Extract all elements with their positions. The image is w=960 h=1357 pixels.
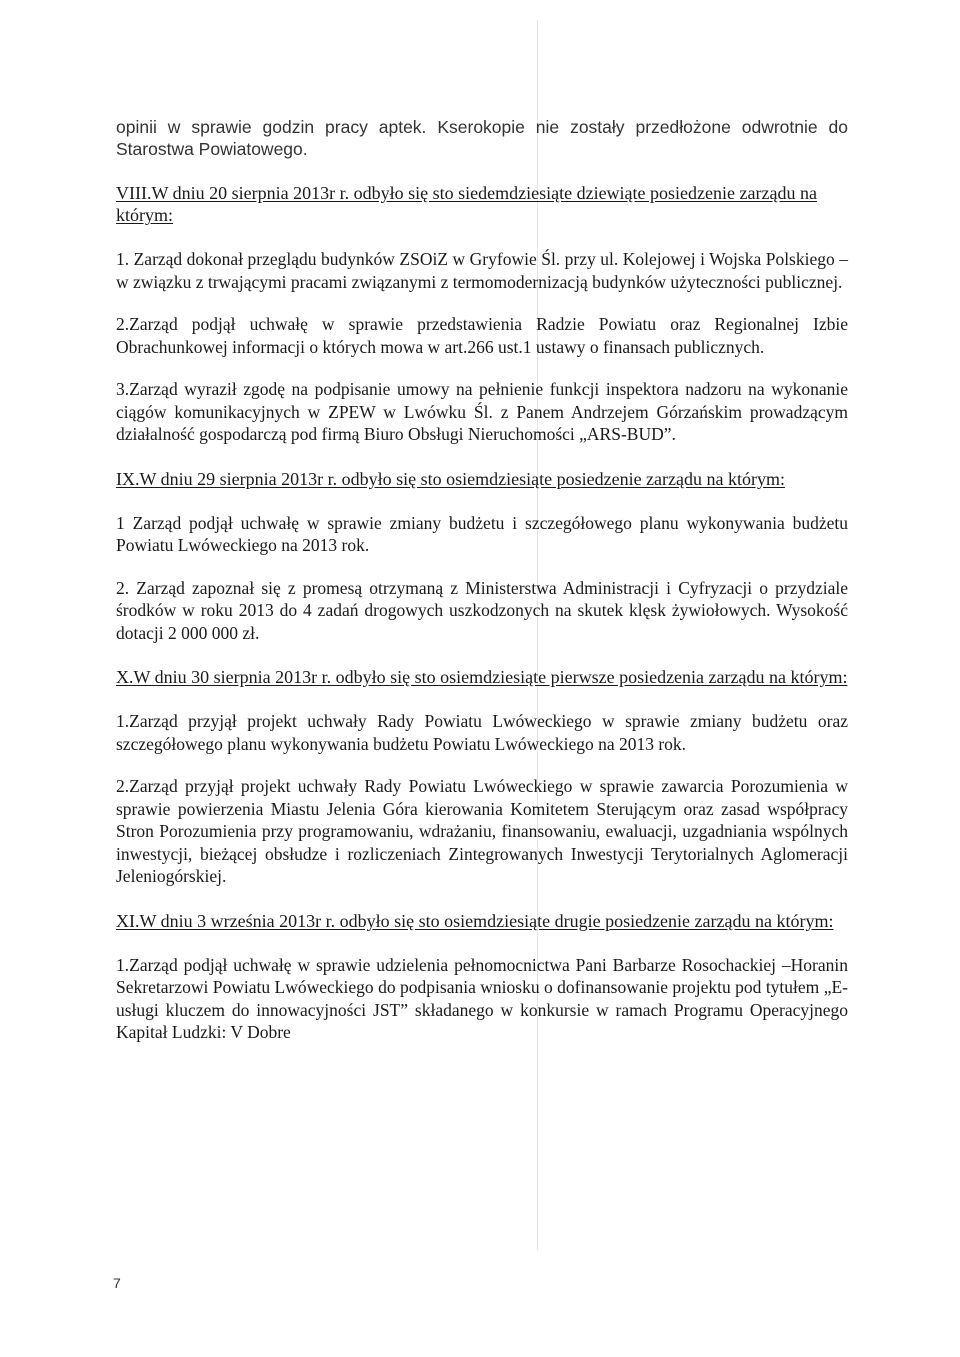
agenda-item: 1.Zarząd podjął uchwałę w sprawie udzielenia pełnomocnictwa Pani Barbarze Rosochackiej –Horanin Sekretarzowi Powiatu Lwóweckiego do podpisania wniosku o dofinansowanie projektu pod tytułem „E-usługi kluczem do innowacyjności JST” składanego w konkursie w ramach Programu Operacyjnego Kapitał Ludzki: V Dobre [116,954,848,1042]
section-heading: VIII.W dniu 20 sierpnia 2013r r. odbyło się sto siedemdziesiąte dziewiąte posiedzenie zarządu na którym: [116,183,817,225]
page-number: 7 [113,1275,121,1291]
document-page [116,116,848,1044]
section-heading: X.W dniu 30 sierpnia 2013r r. odbyło się sto osiemdziesiąte pierwsze posiedzenia zarządu na którym: [116,667,848,687]
section-viii [116,182,848,446]
section-heading: XI.W dniu 3 września 2013r r. odbyło się sto osiemdziesiąte drugie posiedzenie zarządu na którym: [116,910,834,931]
agenda-item: 2.Zarząd podjął uchwałę w sprawie przedstawienia Radzie Powiatu oraz Regionalnej Izbie Obrachunkowej informacji o których mowa w art.266 ust.1 ustawy o finansach publicznych. [116,314,848,357]
agenda-item: 1.Zarząd przyjął projekt uchwały Rady Powiatu Lwóweckiego w sprawie zmiany budżetu oraz szczegółowego planu wykonywania budżetu Powiatu Lwóweckiego na 2013 rok. [116,711,848,754]
section-xi [116,910,848,1044]
agenda-item: 3.Zarząd wyraził zgodę na podpisanie umowy na pełnienie funkcji inspektora nadzoru na wykonanie ciągów komunikacyjnych w ZPEW w Lwówku Śl. z Panem Andrzejem Górzańskim prowadzącym działalność gospodarczą pod firmą Biuro Obsługi Nieruchomości „ARS-BUD”. [116,379,848,444]
section-ix [116,468,848,645]
agenda-item: 1 Zarząd podjął uchwałę w sprawie zmiany budżetu i szczegółowego planu wykonywania budżetu Powiatu Lwóweckiego na 2013 rok. [116,512,848,555]
agenda-item: 1. Zarząd dokonał przeglądu budynków ZSOiZ w Gryfowie Śl. przy ul. Kolejowej i Wojska Polskiego – w związku z trwającymi pracami związanymi z termomodernizacją budynków użyteczności publicznej. [116,249,848,292]
section-x [116,666,848,888]
agenda-item: 2.Zarząd przyjął projekt uchwały Rady Powiatu Lwóweckiego w sprawie zawarcia Porozumienia w sprawie powierzenia Miastu Jelenia Góra kierowania Komitetem Sterującym oraz zasad współpracy Stron Porozumienia przy programowaniu, wdrażaniu, finansowaniu, ewaluacji, uzgadniania wspólnych inwestycji, bieżącej obsłudze i rozliczeniach Zintegrowanych Inwestycji Terytorialnych Aglomeracji Jeleniogórskiej. [116,776,848,886]
intro-paragraph: opinii w sprawie godzin pracy aptek. Kserokopie nie zostały przedłożone odwrotnie do Starostwa Powiatowego. [116,117,848,159]
section-heading: IX.W dniu 29 sierpnia 2013r r. odbyło się sto osiemdziesiąte posiedzenie zarządu na którym: [116,468,785,489]
agenda-item: 2. Zarząd zapoznał się z promesą otrzymaną z Ministerstwa Administracji i Cyfryzacji o przydziale środków w roku 2013 do 4 zadań drogowych uszkodzonych na skutek klęsk żywiołowych. Wysokość dotacji 2 000 000 zł. [116,577,848,643]
